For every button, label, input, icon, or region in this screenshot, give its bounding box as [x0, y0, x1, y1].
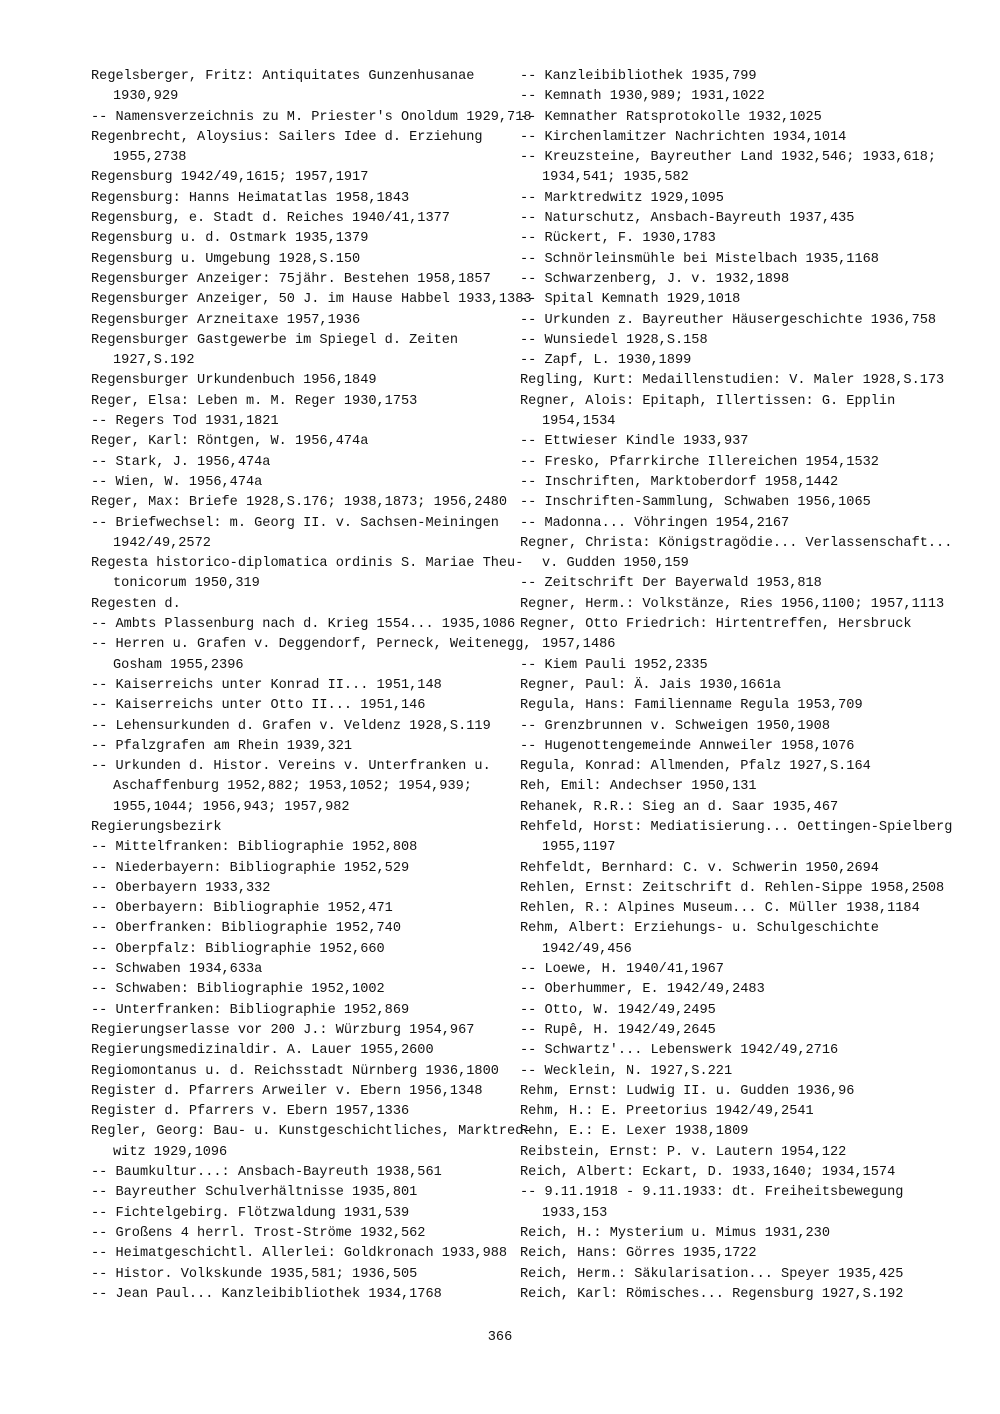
index-entry	[520, 1041, 935, 1061]
index-entry-continuation: witz 1929,1096	[113, 1144, 228, 1160]
index-entry	[520, 351, 935, 371]
index-entry	[91, 737, 501, 757]
index-entry	[91, 1244, 508, 1264]
index-entry	[91, 635, 532, 676]
index-entry	[520, 1001, 935, 1021]
index-entry	[91, 1062, 501, 1082]
index-entry	[91, 1163, 501, 1183]
index-entry-text: -- Inschriften-Sammlung, Schwaben 1956,1065	[520, 495, 871, 511]
index-entry	[520, 392, 935, 433]
index-entry-continuation: 1955,1044; 1956,943; 1957,982	[113, 799, 350, 815]
index-entry-text: -- Rückert, F. 1930,1783	[520, 231, 716, 247]
index-entry-text: -- Niederbayern: Bibliographie 1952,529	[91, 860, 410, 876]
index-entry	[520, 717, 935, 737]
index-entry-continuation: 1933,153	[542, 1205, 608, 1221]
index-entry	[520, 514, 935, 534]
index-entry	[91, 1265, 501, 1285]
index-entry-continuation: 1955,1197	[542, 840, 616, 856]
index-entry-text: Reich, H.: Mysterium u. Mimus 1931,230	[520, 1225, 830, 1241]
index-entry	[91, 980, 501, 1000]
index-entry-text: -- Herren u. Grafen v. Deggendorf, Perneck, Weitenegg,	[91, 637, 532, 653]
index-entry	[520, 595, 945, 615]
index-entry-text: -- Oberbayern 1933,332	[91, 880, 271, 896]
index-entry-text: -- Mittelfranken: Bibliographie 1952,808	[91, 840, 418, 856]
index-entry	[91, 1102, 501, 1122]
index-entry	[91, 595, 501, 615]
index-entry-text: Regensburg: Hanns Heimatatlas 1958,1843	[91, 190, 410, 206]
index-entry	[91, 838, 501, 858]
index-entry-text: -- Ambts Plassenburg nach d. Krieg 1554... 1935,1086	[91, 617, 516, 633]
index-entry-text: -- Spital Kemnath 1929,1018	[520, 292, 741, 308]
index-entry	[520, 432, 935, 452]
index-entry-text: Rehfeld, Horst: Mediatisierung... Oettingen-Spielberg	[520, 819, 953, 835]
index-entry	[520, 290, 935, 310]
index-entry	[520, 87, 935, 107]
index-entry	[91, 899, 501, 919]
index-entry-text: -- Wecklein, N. 1927,S.221	[520, 1063, 733, 1079]
index-entry	[520, 311, 935, 331]
index-entry	[91, 514, 501, 555]
index-entry-text: -- Fresko, Pfarrkirche Illereichen 1954,1532	[520, 454, 879, 470]
index-entry-continuation: v. Gudden 1950,159	[542, 556, 689, 572]
index-entry-text: -- Wien, W. 1956,474a	[91, 474, 263, 490]
index-entry	[91, 757, 501, 818]
index-entry-text: -- Stark, J. 1956,474a	[91, 454, 271, 470]
index-entry-text: Regelsberger, Fritz: Antiquitates Gunzenhusanae	[91, 69, 475, 84]
index-entry-text: Reger, Elsa: Leben m. M. Reger 1930,1753	[91, 393, 418, 409]
index-entry	[91, 432, 501, 452]
index-entry	[520, 960, 935, 980]
index-entry-text: -- Marktredwitz 1929,1095	[520, 190, 724, 206]
index-entry-continuation: 1957,1486	[542, 637, 616, 653]
index-entry-text: Rehlen, Ernst: Zeitschrift d. Rehlen-Sippe 1958,2508	[520, 880, 945, 896]
index-entry-text: -- Fichtelgebirg. Flötzwaldung 1931,539	[91, 1205, 410, 1221]
index-entry-text: Reich, Karl: Römisches... Regensburg 1927,S.192	[520, 1286, 904, 1302]
index-entry-text: Reger, Max: Briefe 1928,S.176; 1938,1873; 1956,2480	[91, 495, 508, 511]
index-entry-text: -- Schwartz'... Lebenswerk 1942/49,2716	[520, 1043, 839, 1059]
index-entry	[91, 859, 501, 879]
index-entry	[91, 717, 501, 737]
index-entry	[520, 67, 935, 87]
index-entry-text: Regensburger Arzneitaxe 1957,1936	[91, 312, 361, 328]
index-entry-text: -- Kemnath 1930,989; 1931,1022	[520, 89, 765, 105]
index-entry-text: -- Ettwieser Kindle 1933,937	[520, 434, 749, 450]
index-entry	[520, 1265, 935, 1285]
index-entry	[91, 1001, 501, 1021]
index-entry	[520, 1163, 935, 1183]
index-entry-text: -- Wunsiedel 1928,S.158	[520, 332, 708, 348]
index-entry-text: -- Oberhummer, E. 1942/49,2483	[520, 982, 765, 998]
index-entry-text: Regesta historico-diplomatica ordinis S. Mariae Theu-	[91, 556, 524, 572]
index-entry-text: Regierungsmedizinaldir. A. Lauer 1955,2600	[91, 1043, 434, 1059]
index-entry-text: -- Regers Tod 1931,1821	[91, 414, 279, 430]
index-entry-text: Regierungserlasse vor 200 J.: Würzburg 1954,967	[91, 1022, 475, 1038]
index-entry-text: Regensburg 1942/49,1615; 1957,1917	[91, 170, 369, 186]
index-entry-text: Rehlen, R.: Alpines Museum... C. Müller 1938,1184	[520, 901, 920, 917]
index-entry-text: Regler, Georg: Bau- u. Kunstgeschichtliches, Marktred-	[91, 1124, 532, 1140]
index-entry	[91, 108, 532, 128]
index-entry	[520, 574, 935, 594]
index-entry	[91, 1041, 501, 1061]
index-entry-text: -- Kemnather Ratsprotokolle 1932,1025	[520, 109, 822, 125]
index-entry-text: -- Oberfranken: Bibliographie 1952,740	[91, 921, 401, 937]
index-entry	[91, 676, 501, 696]
index-entry	[520, 899, 935, 919]
index-entry	[520, 209, 935, 229]
index-entry-text: Regensburger Anzeiger, 50 J. im Hause Habbel 1933,1383	[91, 292, 532, 308]
index-entry	[520, 980, 935, 1000]
index-entry-text: -- Inschriften, Marktoberdorf 1958,1442	[520, 474, 839, 490]
index-entry-text: Regensburger Gastgewerbe im Spiegel d. Zeiten	[91, 332, 459, 348]
index-entry	[520, 148, 935, 189]
index-entry	[520, 859, 935, 879]
index-entry	[520, 1082, 935, 1102]
index-entry	[520, 798, 935, 818]
index-entry-text: Register d. Pfarrers v. Ebern 1957,1336	[91, 1104, 410, 1120]
index-entry-continuation: 1955,2738	[113, 150, 187, 166]
index-entry-text: Regula, Konrad: Allmenden, Pfalz 1927,S.164	[520, 759, 871, 775]
index-entry	[520, 1244, 935, 1264]
index-entry	[520, 250, 935, 270]
index-entry	[520, 128, 935, 148]
index-entry-text: Regner, Paul: Ä. Jais 1930,1661a	[520, 677, 782, 693]
index-entry-text: Rehm, Ernst: Ludwig II. u. Gudden 1936,96	[520, 1083, 855, 1099]
index-entry	[520, 777, 935, 797]
index-entry-text: Regesten d.	[91, 596, 181, 612]
index-entry-text: -- Naturschutz, Ansbach-Bayreuth 1937,435	[520, 211, 855, 227]
index-entry-text: Regner, Alois: Epitaph, Illertissen: G. Epplin	[520, 393, 896, 409]
index-entry	[520, 229, 935, 249]
index-entry-text: -- Bayreuther Schulverhältnisse 1935,801	[91, 1185, 418, 1201]
index-entry-text: Regensburg u. Umgebung 1928,S.150	[91, 251, 361, 267]
index-entry	[91, 250, 501, 270]
index-entry-text: -- Urkunden z. Bayreuther Häusergeschichte 1936,758	[520, 312, 937, 328]
page-number: 366	[487, 1330, 513, 1345]
index-entry	[520, 656, 935, 676]
index-entry-text: -- Kiem Pauli 1952,2335	[520, 657, 708, 673]
index-entry	[520, 189, 935, 209]
index-entry	[91, 1204, 501, 1224]
index-entry	[91, 67, 501, 108]
index-entry	[91, 1224, 501, 1244]
index-entry-text: Rehm, H.: E. Preetorius 1942/49,2541	[520, 1104, 814, 1120]
index-entry	[520, 473, 935, 493]
index-entry-text: -- Baumkultur...: Ansbach-Bayreuth 1938,561	[91, 1165, 442, 1181]
index-entry	[520, 615, 935, 656]
index-entry-text: Regensburg, e. Stadt d. Reiches 1940/41,1377	[91, 211, 450, 227]
index-entry	[520, 371, 945, 391]
index-entry-text: -- Zeitschrift Der Bayerwald 1953,818	[520, 576, 822, 592]
index-entry	[520, 818, 953, 859]
index-entry-text: -- Briefwechsel: m. Georg II. v. Sachsen-Meiningen	[91, 515, 499, 531]
index-entry	[91, 189, 501, 209]
index-entry-text: Rehanek, R.R.: Sieg an d. Saar 1935,467	[520, 799, 839, 815]
index-entry-text: -- Heimatgeschichtl. Allerlei: Goldkronach 1933,988	[91, 1246, 508, 1262]
index-entry-text: Regensburger Urkundenbuch 1956,1849	[91, 373, 377, 389]
index-entry-text: -- Jean Paul... Kanzleibibliothek 1934,1768	[91, 1286, 442, 1302]
index-entry	[91, 290, 532, 310]
index-entry	[91, 128, 501, 169]
right-column	[520, 67, 953, 1305]
index-entry-text: Regenbrecht, Aloysius: Sailers Idee d. Erziehung	[91, 129, 483, 145]
index-entry	[91, 1122, 532, 1163]
index-entry-text: -- Otto, W. 1942/49,2495	[520, 1002, 716, 1018]
index-entry	[520, 1143, 935, 1163]
index-entry	[91, 331, 501, 372]
index-entry	[520, 1102, 935, 1122]
index-entry-text: Rehfeldt, Bernhard: C. v. Schwerin 1950,2694	[520, 860, 879, 876]
index-entry	[91, 1285, 501, 1305]
index-entry	[520, 757, 935, 777]
index-entry	[520, 453, 935, 473]
index-entry-text: -- Zapf, L. 1930,1899	[520, 353, 692, 369]
index-entry	[91, 371, 501, 391]
index-entry-text: Reibstein, Ernst: P. v. Lautern 1954,122	[520, 1144, 847, 1160]
index-entry	[91, 696, 501, 716]
index-entry-continuation: tonicorum 1950,319	[113, 576, 260, 592]
index-entry	[520, 737, 935, 757]
index-entry-text: Rehm, Albert: Erziehungs- u. Schulgeschichte	[520, 921, 879, 937]
index-entry	[91, 209, 501, 229]
index-entry-text: -- Urkunden d. Histor. Vereins v. Unterfranken u.	[91, 759, 491, 775]
index-entry	[520, 493, 935, 513]
index-entry-text: -- Madonna... Vöhringen 1954,2167	[520, 515, 790, 531]
index-entry	[91, 940, 501, 960]
index-entry-text: -- Oberbayern: Bibliographie 1952,471	[91, 901, 393, 917]
index-entry	[520, 534, 953, 575]
index-entry	[520, 676, 935, 696]
index-entry-continuation: 1934,541; 1935,582	[542, 170, 689, 186]
index-entry-text: Reh, Emil: Andechser 1950,131	[520, 779, 757, 795]
index-entry	[91, 453, 501, 473]
index-entry-text: Regner, Herm.: Volkstänze, Ries 1956,1100; 1957,1113	[520, 596, 945, 612]
index-entry-text: -- Oberpfalz: Bibliographie 1952,660	[91, 941, 385, 957]
index-entry	[91, 392, 501, 412]
index-entry	[520, 1062, 935, 1082]
index-entry	[520, 270, 935, 290]
index-entry-text: -- Unterfranken: Bibliographie 1952,869	[91, 1002, 410, 1018]
index-entry-text: Rehn, E.: E. Lexer 1938,1809	[520, 1124, 749, 1140]
index-entry	[520, 108, 935, 128]
index-entry-text: Reich, Albert: Eckart, D. 1933,1640; 1934,1574	[520, 1165, 896, 1181]
index-entry-text: -- Kaiserreichs unter Otto II... 1951,146	[91, 698, 426, 714]
index-entry-continuation: 1927,S.192	[113, 353, 195, 369]
index-entry-text: -- Hugenottengemeinde Annweiler 1958,1076	[520, 738, 855, 754]
index-entry-text: -- 9.11.1918 - 9.11.1933: dt. Freiheitsbewegung	[520, 1185, 904, 1201]
index-entry	[520, 879, 945, 899]
index-entry	[91, 493, 508, 513]
index-entry-text: -- Schwaben 1934,633a	[91, 962, 263, 978]
index-entry	[91, 412, 501, 432]
index-entry-text: Regling, Kurt: Medaillenstudien: V. Maler 1928,S.173	[520, 373, 945, 389]
index-entry-continuation: 1942/49,456	[542, 941, 632, 957]
index-entry-text: Regiomontanus u. d. Reichsstadt Nürnberg 1936,1800	[91, 1063, 499, 1079]
index-entry-continuation: Aschaffenburg 1952,882; 1953,1052; 1954,939;	[113, 779, 472, 795]
index-entry-text: -- Lehensurkunden d. Grafen v. Veldenz 1928,S.119	[91, 718, 491, 734]
index-entry	[91, 960, 501, 980]
index-entry	[91, 168, 501, 188]
index-entry	[520, 1285, 935, 1305]
index-entry	[520, 1021, 935, 1041]
index-entry	[91, 818, 501, 838]
index-entry-continuation: 1930,929	[113, 89, 179, 105]
index-entry-text: -- Großens 4 herrl. Trost-Ströme 1932,562	[91, 1225, 426, 1241]
index-entry-text: Reich, Herm.: Säkularisation... Speyer 1935,425	[520, 1266, 904, 1282]
index-entry-text: -- Kirchenlamitzer Nachrichten 1934,1014	[520, 129, 847, 145]
index-entry	[91, 1082, 501, 1102]
index-entry-text: -- Grenzbrunnen v. Schweigen 1950,1908	[520, 718, 830, 734]
index-entry	[520, 1183, 935, 1224]
index-entry	[91, 1183, 501, 1203]
index-entry-text: -- Kreuzsteine, Bayreuther Land 1932,546; 1933,618;	[520, 150, 937, 166]
index-entry	[91, 554, 524, 595]
index-entry	[91, 270, 501, 290]
index-entry	[91, 473, 501, 493]
index-entry-text: Regner, Otto Friedrich: Hirtentreffen, Hersbruck	[520, 617, 912, 633]
index-entry-text: -- Loewe, H. 1940/41,1967	[520, 962, 724, 978]
index-entry	[520, 1224, 935, 1244]
index-entry-text: Reich, Hans: Görres 1935,1722	[520, 1246, 757, 1262]
index-entry-text: -- Namensverzeichnis zu M. Priester's Onoldum 1929,718	[91, 109, 532, 125]
index-entry-continuation: 1954,1534	[542, 414, 616, 430]
index-entry-text: -- Kaiserreichs unter Konrad II... 1951,148	[91, 677, 442, 693]
index-entry-text: Regensburger Anzeiger: 75jähr. Bestehen 1958,1857	[91, 271, 491, 287]
index-entry-text: -- Schwaben: Bibliographie 1952,1002	[91, 982, 385, 998]
index-entry	[520, 696, 935, 716]
index-entry-continuation: Gosham 1955,2396	[113, 657, 244, 673]
index-entry-continuation: 1942/49,2572	[113, 535, 211, 551]
index-entry-text: -- Kanzleibibliothek 1935,799	[520, 69, 757, 84]
index-entry-text: Register d. Pfarrers Arweiler v. Ebern 1956,1348	[91, 1083, 483, 1099]
index-entry	[91, 615, 516, 635]
index-entry-text: Regensburg u. d. Ostmark 1935,1379	[91, 231, 369, 247]
index-entry-text: Regner, Christa: Königstragödie... Verlassenschaft...	[520, 535, 953, 551]
index-entry	[91, 229, 501, 249]
index-entry-text: -- Rupê, H. 1942/49,2645	[520, 1022, 716, 1038]
index-entry	[520, 331, 935, 351]
index-entry-text: -- Pfalzgrafen am Rhein 1939,321	[91, 738, 353, 754]
index-entry-text: -- Histor. Volkskunde 1935,581; 1936,505	[91, 1266, 418, 1282]
index-entry	[91, 1021, 501, 1041]
index-entry-text: Regula, Hans: Familienname Regula 1953,709	[520, 698, 863, 714]
index-entry	[91, 879, 501, 899]
index-entry	[91, 311, 501, 331]
index-entry-text: -- Schnörleinsmühle bei Mistelbach 1935,1168	[520, 251, 879, 267]
index-entry	[91, 919, 501, 939]
index-entry	[520, 919, 935, 960]
index-entry-text: -- Schwarzenberg, J. v. 1932,1898	[520, 271, 790, 287]
left-column	[91, 67, 532, 1305]
index-entry-text: Regierungsbezirk	[91, 819, 222, 835]
index-entry-text: Reger, Karl: Röntgen, W. 1956,474a	[91, 434, 369, 450]
index-entry	[520, 1122, 935, 1142]
